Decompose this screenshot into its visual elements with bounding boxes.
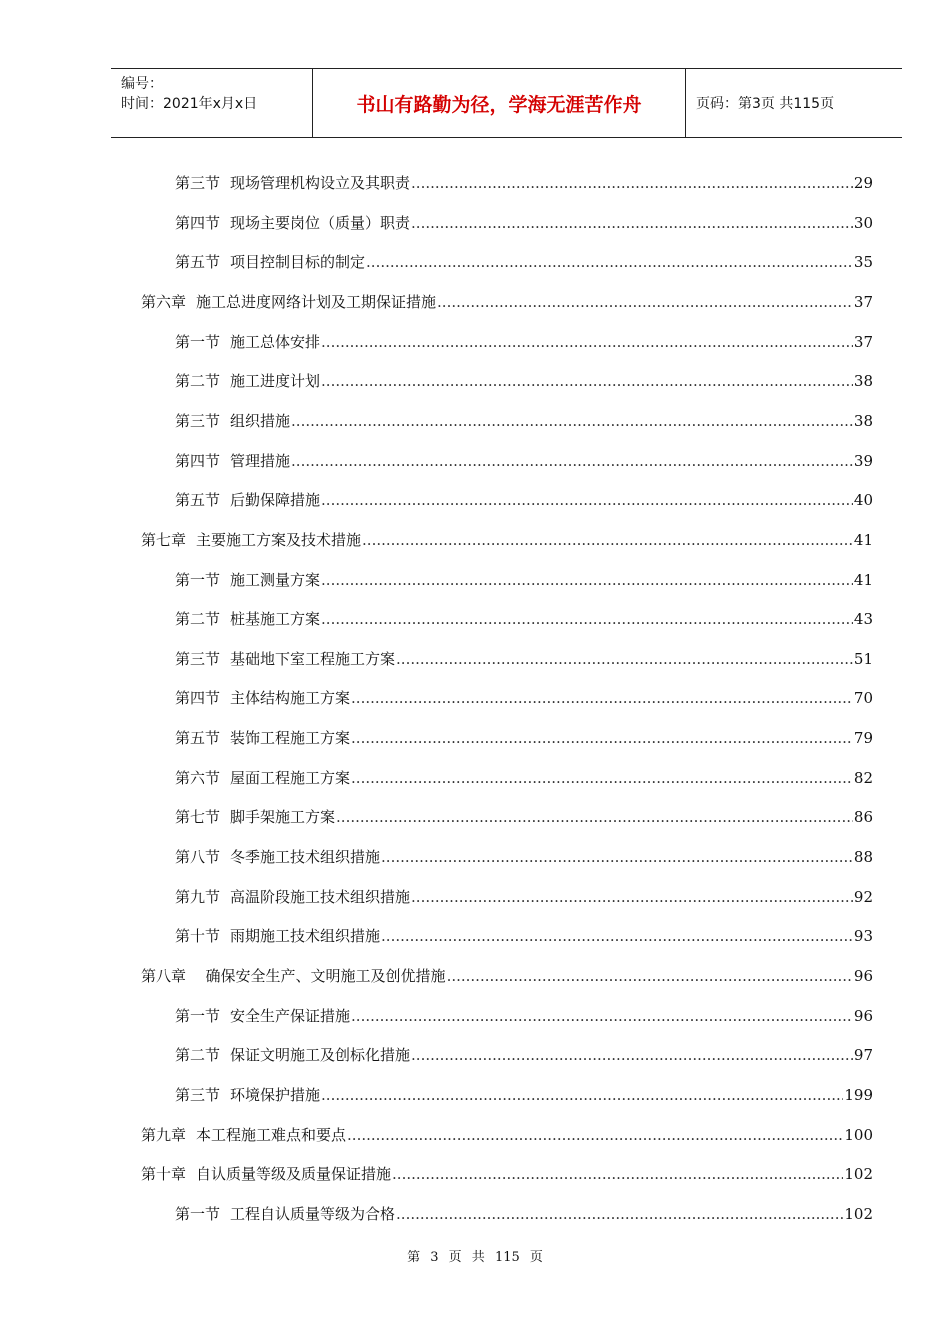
toc-entry-page: 37	[853, 333, 873, 351]
toc-entry-title: 工程自认质量等级为合格	[230, 1205, 396, 1223]
toc-entry[interactable]	[175, 489, 873, 511]
time-label: 时间：2021年x月x日	[121, 96, 258, 112]
toc-dot-leader	[347, 1126, 843, 1144]
toc-dot-leader	[351, 729, 853, 747]
toc-entry-page: 38	[853, 372, 873, 390]
toc-entry-title: 桩基施工方案	[230, 610, 321, 628]
toc-entry-page: 79	[853, 729, 873, 747]
toc-entry-page: 35	[853, 253, 873, 271]
toc-entry[interactable]	[141, 1124, 873, 1146]
toc-entry-page: 96	[853, 967, 873, 985]
toc-dot-leader	[321, 333, 853, 351]
toc-entry-page: 41	[853, 531, 873, 549]
toc-entry[interactable]	[141, 1163, 873, 1185]
toc-entry-number: 第四节	[175, 214, 221, 232]
toc-entry-number: 第三节	[175, 650, 221, 668]
toc-entry-number: 第六章	[141, 293, 187, 311]
toc-entry-number: 第九节	[175, 888, 221, 906]
toc-entry-number: 第二节	[175, 1046, 221, 1064]
toc-entry[interactable]	[141, 529, 873, 551]
toc-entry-number: 第十章	[141, 1165, 187, 1183]
toc-entry-page: 43	[853, 610, 873, 628]
toc-entry-page: 30	[853, 214, 873, 232]
toc-entry-number: 第十节	[175, 927, 221, 945]
toc-entry[interactable]	[175, 648, 873, 670]
toc-entry[interactable]	[175, 331, 873, 353]
toc-entry-number: 第四节	[175, 689, 221, 707]
toc-entry[interactable]	[175, 172, 873, 194]
toc-entry-page: 92	[853, 888, 873, 906]
toc-dot-leader	[291, 452, 853, 470]
toc-entry-page: 82	[853, 769, 873, 787]
toc-entry-page: 39	[853, 452, 873, 470]
toc-dot-leader	[437, 293, 853, 311]
toc-dot-leader	[351, 689, 853, 707]
toc-dot-leader	[336, 808, 853, 826]
toc-entry[interactable]	[175, 727, 873, 749]
page-header	[111, 68, 902, 138]
toc-dot-leader	[321, 491, 853, 509]
toc-entry-title: 后勤保障措施	[230, 491, 321, 509]
toc-entry-number: 第三节	[175, 1086, 221, 1104]
toc-dot-leader	[396, 650, 853, 668]
toc-entry-title: 基础地下室工程施工方案	[230, 650, 396, 668]
toc-entry[interactable]	[175, 1005, 873, 1027]
toc-entry-title: 装饰工程施工方案	[230, 729, 351, 747]
serial-label: 编号：	[121, 76, 163, 92]
toc-entry-title: 施工总体安排	[230, 333, 321, 351]
toc-entry-page: 70	[853, 689, 873, 707]
toc-entry-page: 29	[853, 174, 873, 192]
toc-entry-title: 主体结构施工方案	[230, 689, 351, 707]
toc-entry-number: 第九章	[141, 1126, 187, 1144]
toc-dot-leader	[411, 174, 853, 192]
toc-entry-title: 现场管理机构设立及其职责	[230, 174, 411, 192]
toc-entry-title: 雨期施工技术组织措施	[230, 927, 381, 945]
toc-entry-page: 88	[853, 848, 873, 866]
toc-entry-title: 管理措施	[230, 452, 291, 470]
toc-entry-number: 第三节	[175, 174, 221, 192]
toc-entry-number: 第二节	[175, 372, 221, 390]
toc-dot-leader	[447, 967, 853, 985]
toc-entry-page: 41	[853, 571, 873, 589]
toc-entry-page: 102	[844, 1205, 873, 1223]
toc-dot-leader	[381, 927, 853, 945]
toc-entry[interactable]	[175, 608, 873, 630]
toc-entry-title: 主要施工方案及技术措施	[196, 531, 362, 549]
toc-entry-title: 本工程施工难点和要点	[196, 1126, 347, 1144]
toc-entry-number: 第八节	[175, 848, 221, 866]
toc-entry-page: 100	[844, 1126, 873, 1144]
toc-entry-title: 脚手架施工方案	[230, 808, 336, 826]
footer-gong: 共	[471, 1250, 485, 1265]
footer-ye-2: 页	[529, 1250, 543, 1265]
footer-current-page: 3	[430, 1250, 439, 1265]
toc-dot-leader	[411, 1046, 853, 1064]
toc-entry-title: 施工测量方案	[230, 571, 321, 589]
toc-entry-page: 51	[853, 650, 873, 668]
footer-total-pages: 115	[494, 1250, 520, 1265]
toc-entry-title: 现场主要岗位（质量）职责	[230, 214, 411, 232]
toc-entry-page: 93	[853, 927, 873, 945]
toc-entry-page: 37	[853, 293, 873, 311]
toc-entry-title: 保证文明施工及创标化措施	[230, 1046, 411, 1064]
toc-dot-leader	[381, 848, 853, 866]
toc-entry-title: 环境保护措施	[230, 1086, 321, 1104]
toc-entry[interactable]	[175, 212, 873, 234]
toc-entry-number: 第七章	[141, 531, 187, 549]
toc-dot-leader	[411, 214, 853, 232]
toc-entry-title: 项目控制目标的制定	[230, 253, 366, 271]
toc-entry[interactable]	[175, 1044, 873, 1066]
toc-entry-page: 102	[844, 1165, 873, 1183]
toc-entry-title: 施工总进度网络计划及工期保证措施	[196, 293, 437, 311]
toc-entry[interactable]	[175, 251, 873, 273]
toc-entry-page: 97	[853, 1046, 873, 1064]
toc-entry-title: 安全生产保证措施	[230, 1007, 351, 1025]
toc-entry-number: 第一节	[175, 333, 221, 351]
toc-entry[interactable]	[175, 846, 873, 868]
toc-entry-title: 高温阶段施工技术组织措施	[230, 888, 411, 906]
footer-ye: 页	[448, 1250, 462, 1265]
toc-entry[interactable]	[175, 687, 873, 709]
header-page-info: 页码：第3页 共115页	[696, 96, 835, 112]
toc-entry-title: 自认质量等级及质量保证措施	[196, 1165, 392, 1183]
header-motto: 书山有路勤为径，学海无涯苦作舟	[313, 69, 686, 137]
toc-entry[interactable]	[175, 569, 873, 591]
toc-entry-number: 第三节	[175, 412, 221, 430]
toc-entry[interactable]	[141, 291, 873, 313]
toc-entry-number: 第一节	[175, 571, 221, 589]
toc-entry-title: 确保安全生产、文明施工及创优措施	[196, 967, 446, 985]
toc-entry[interactable]	[175, 925, 873, 947]
toc-entry[interactable]	[175, 1084, 873, 1106]
header-meta-cell	[111, 69, 313, 137]
toc-entry-page: 38	[853, 412, 873, 430]
toc-dot-leader	[291, 412, 853, 430]
toc-entry-page: 96	[853, 1007, 873, 1025]
toc-entry[interactable]	[175, 1203, 873, 1225]
toc-entry-title: 冬季施工技术组织措施	[230, 848, 381, 866]
toc-entry-number: 第一节	[175, 1205, 221, 1223]
page-footer	[0, 1246, 950, 1265]
toc-entry-number: 第五节	[175, 729, 221, 747]
toc-dot-leader	[396, 1205, 843, 1223]
toc-dot-leader	[411, 888, 853, 906]
toc-entry-number: 第六节	[175, 769, 221, 787]
toc-entry-title: 施工进度计划	[230, 372, 321, 390]
toc-entry-page: 86	[853, 808, 873, 826]
toc-entry-number: 第四节	[175, 452, 221, 470]
toc-dot-leader	[351, 769, 853, 787]
toc-entry-page: 199	[844, 1086, 873, 1104]
toc-entry[interactable]	[175, 767, 873, 789]
toc-entry[interactable]	[141, 965, 873, 987]
toc-entry-title: 屋面工程施工方案	[230, 769, 351, 787]
toc-entry-number: 第二节	[175, 610, 221, 628]
toc-dot-leader	[366, 253, 853, 271]
toc-dot-leader	[351, 1007, 853, 1025]
toc-entry-number: 第一节	[175, 1007, 221, 1025]
toc-entry[interactable]	[175, 450, 873, 472]
toc-entry-number: 第五节	[175, 491, 221, 509]
toc-dot-leader	[321, 571, 853, 589]
toc-dot-leader	[321, 372, 853, 390]
toc-entry-number: 第八章	[141, 967, 187, 985]
toc-dot-leader	[362, 531, 853, 549]
toc-entry-title: 组织措施	[230, 412, 291, 430]
toc-entry-page: 40	[853, 491, 873, 509]
toc-entry[interactable]	[175, 370, 873, 392]
toc-dot-leader	[321, 610, 853, 628]
toc-dot-leader	[392, 1165, 843, 1183]
toc-entry[interactable]	[175, 806, 873, 828]
toc-entry[interactable]	[175, 410, 873, 432]
footer-di: 第	[407, 1250, 421, 1265]
toc-entry[interactable]	[175, 886, 873, 908]
toc-entry-number: 第七节	[175, 808, 221, 826]
toc-dot-leader	[321, 1086, 843, 1104]
toc-entry-number: 第五节	[175, 253, 221, 271]
